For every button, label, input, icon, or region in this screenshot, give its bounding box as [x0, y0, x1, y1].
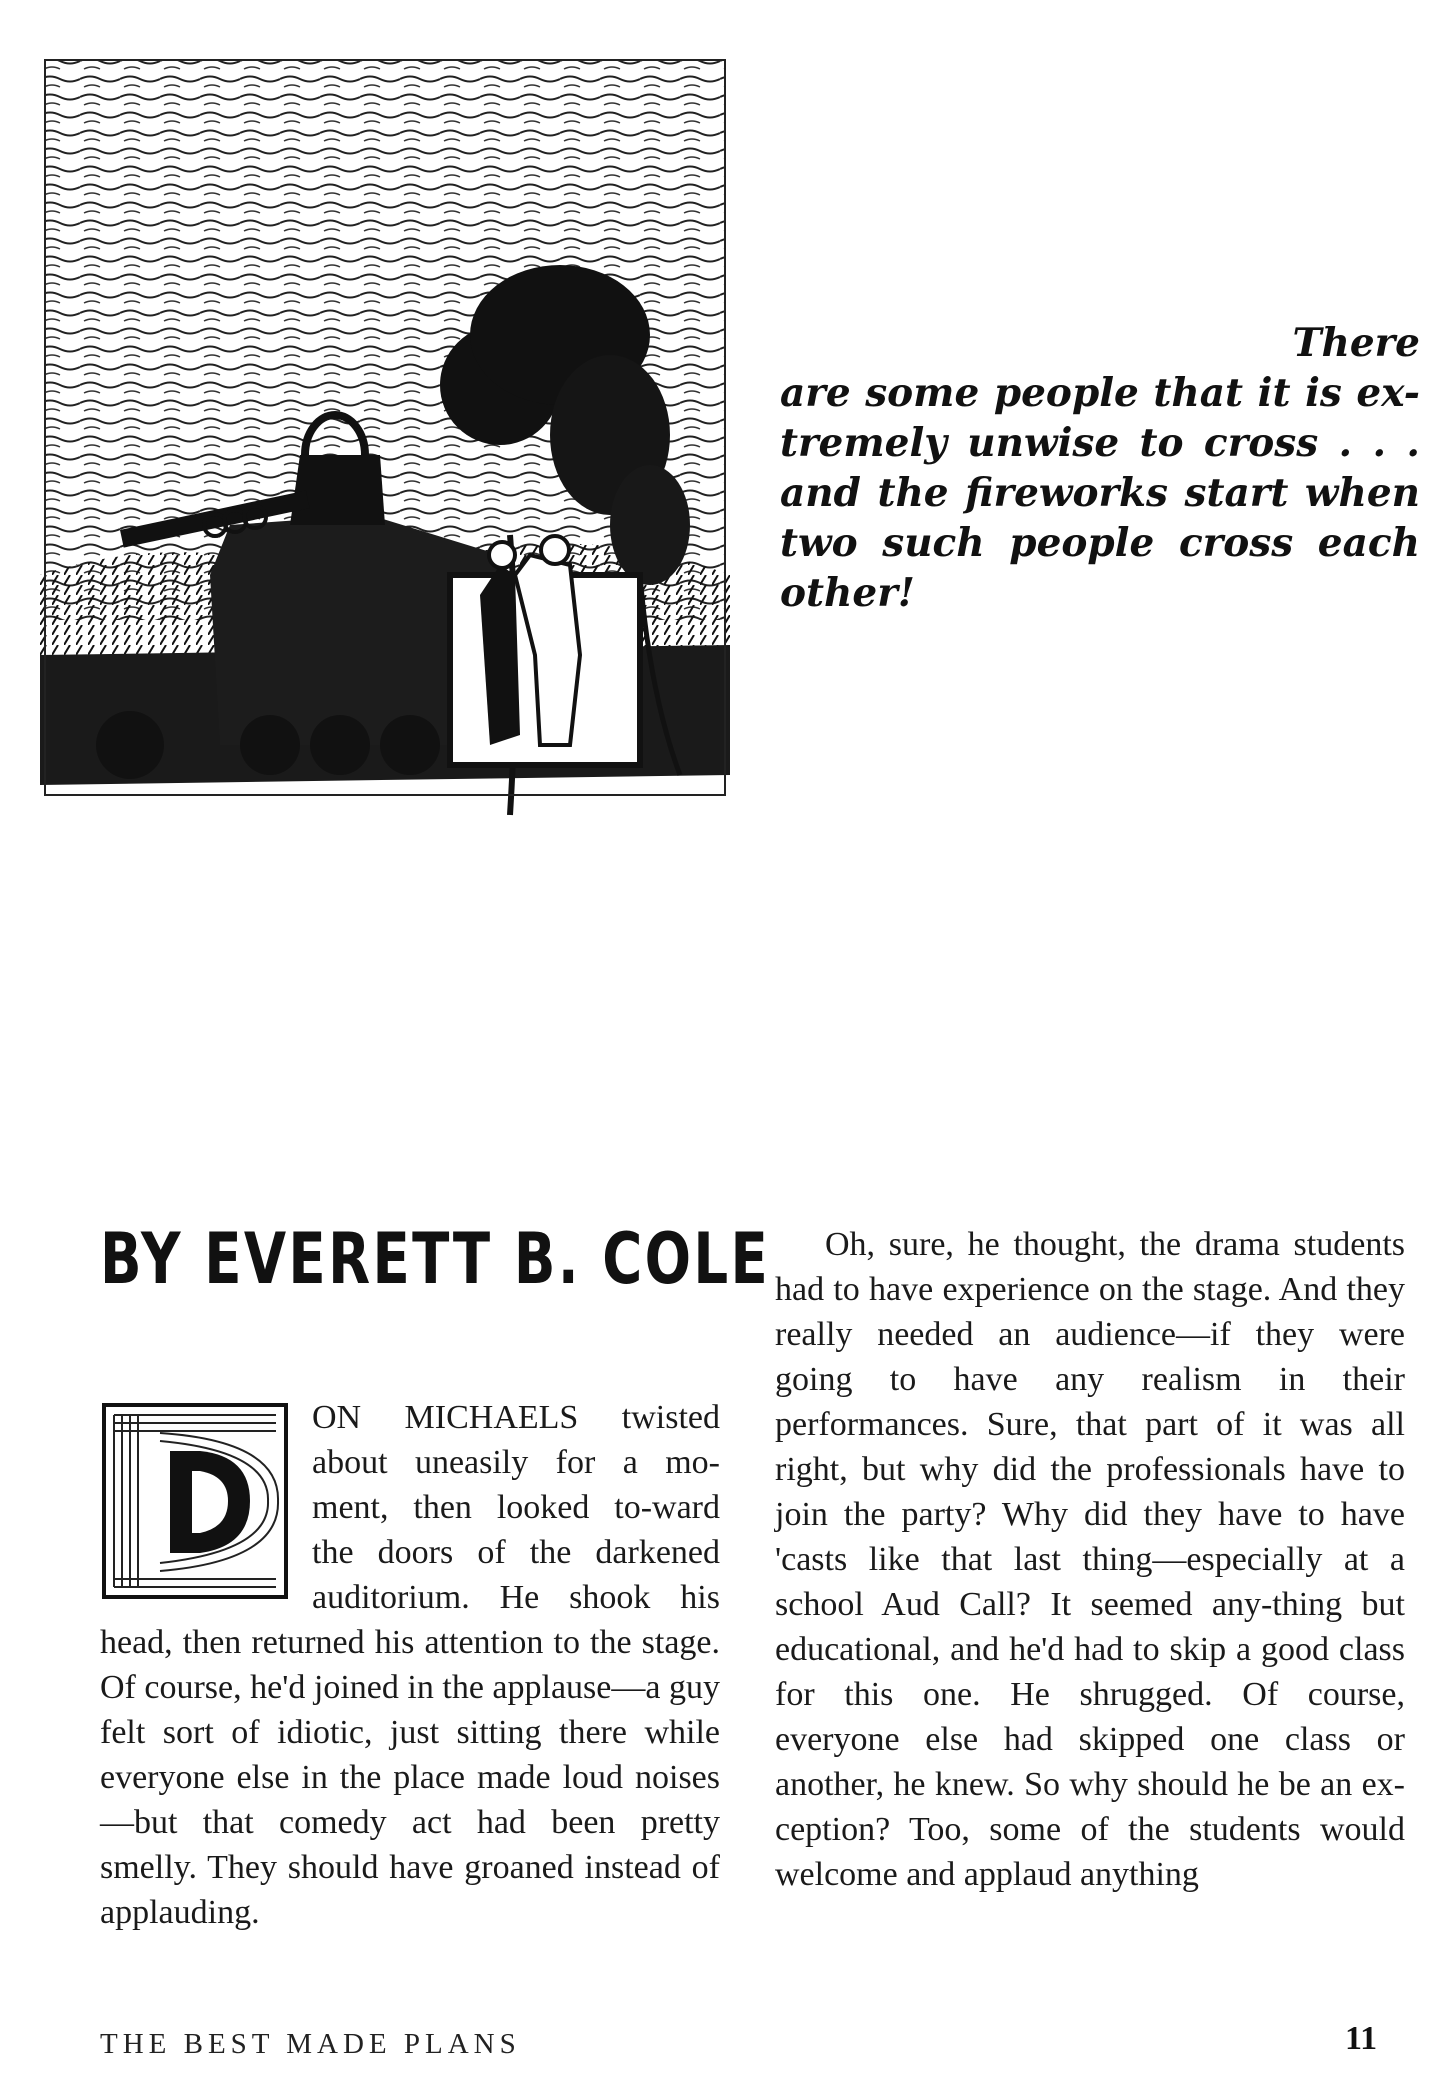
drop-cap-letter: [100, 1401, 290, 1601]
teaser-blurb: [780, 318, 1420, 618]
drop-cap-text: D: [100, 1401, 101, 1402]
page-number: 11: [1345, 2020, 1378, 2057]
author-byline: BY EVERETT B. COLE: [100, 1218, 771, 1300]
story-column-left: [100, 1395, 720, 1935]
story-opening-text: ON MICHAELS twisted about uneasily for a mo-ment, then looked to-ward the doors of the darkened auditorium. He shook his head, then returned his attention to the stage. Of course, he'd joined in the applause—a guy felt sort of idiotic, just sitting there while everyone else in the place made loud noises—but that comedy act had been pretty smelly. They should have groaned instead of applauding.: [100, 1399, 720, 1931]
story-illustration: [40, 55, 730, 835]
story-column-right: Oh, sure, he thought, the drama students had to have experience on the stage. And they really needed an audience—if they were going to have any realism in their performances. Sure, that part of it was all right, but why did the professionals have to join the party? Why did they have to have 'casts like that last thing—especially at a school Aud Call? It seemed any-thing but educational, and he'd had to skip a good class for this one. He shrugged. Of course, everyone else had skipped one class or another, he knew. So why should he be an ex-ception? Too, some of the students would welcome and applaud anything: [775, 1226, 1405, 1893]
running-footer-title: THE BEST MADE PLANS: [100, 2028, 521, 2060]
teaser-first-word: There: [1292, 320, 1420, 366]
teaser-text: are some people that it is ex-tremely unwise to cross . . . and the fireworks start when two such people cross each other!: [780, 370, 1420, 616]
